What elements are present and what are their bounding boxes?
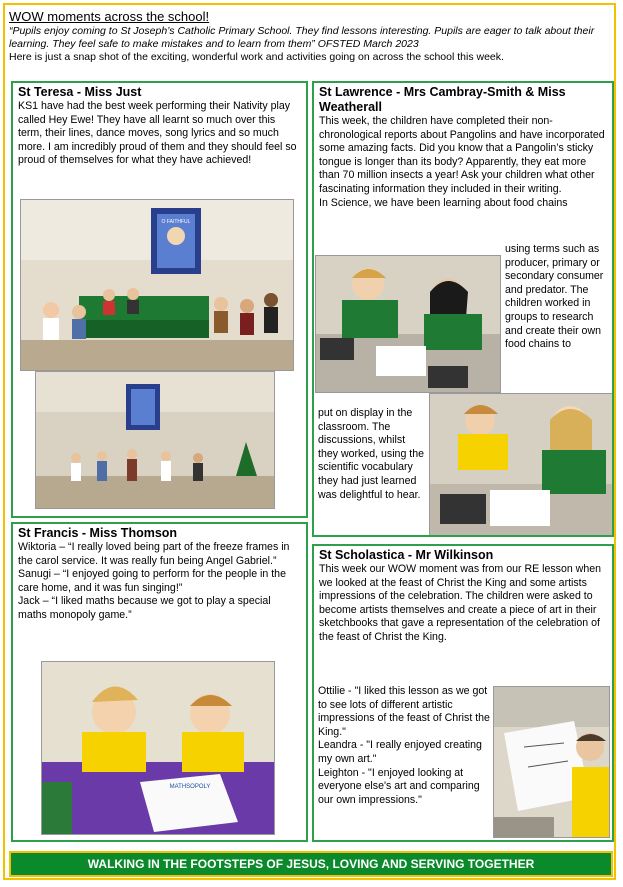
intro-text: Here is just a snap shot of the exciting, wonderful work and activities going on across the school this week. [9, 51, 504, 63]
page-title: WOW moments across the school! [9, 9, 210, 24]
maths-monopoly-photo [41, 661, 275, 835]
section-title: St Francis - Miss Thomson [18, 526, 178, 540]
pupil-quote: Leandra - "I really enjoyed creating my own art." [318, 739, 482, 765]
section-title: St Scholastica - Mr Wilkinson [319, 548, 494, 562]
food-chain-photo-2 [429, 393, 613, 537]
section-title: St Teresa - Miss Just [18, 85, 142, 99]
food-chain-photo-1 [315, 255, 501, 393]
section-text: KS1 have had the best week performing their Nativity play called Hey Ewe! They have all learnt so much over this term, their lines, dance moves, song lyrics and so much more. I am incredibly proud of them and they should feel so proud of themselves for what they have achieved! [18, 100, 297, 167]
section-text-wrap: using terms such as producer, primary or secondary consumer and predator. The children worked in groups to research and create their own food chains to [505, 243, 604, 351]
nativity-stage-photo [20, 199, 294, 371]
sketchbook-art-photo [493, 686, 610, 838]
pupil-quote: Ottilie - "I liked this lesson as we got to see lots of different artistic impressions of the feast of Christ the King." [318, 685, 490, 738]
pupil-quote: Leighton - "I enjoyed looking at everyone else's art and comparing our own impressions." [318, 766, 480, 806]
section-text: This week, the children have completed their non-chronological reports about Pangolins and have incorporated some amazing facts. Did you know that a Pangolin’s sticky tongue is longer than its body? Apparently, they eat more than 70 million insects a year! Ask your children what other fascinating information they included in their writing. [319, 115, 605, 195]
ofsted-quote: “Pupils enjoy coming to St Joseph’s Catholic Primary School. They find lessons interesting. Pupils are eager to talk about their learning. They feel safe to make mistakes and to learn from them” OFSTED March 2023 [9, 25, 595, 50]
nativity-hall-photo [35, 371, 275, 509]
board-text: MATHSOPOLY [169, 784, 211, 790]
section-st-scholastica [312, 544, 614, 842]
pupil-quote: Wiktoria – “I really loved being part of the freeze frames in the carol service. It was really fun being Angel Gabriel.” [18, 541, 290, 567]
section-st-lawrence [312, 81, 614, 537]
banner-text: O FAITHFUL [161, 219, 191, 225]
section-text-continued: In Science, we have been learning about food chains [319, 196, 568, 209]
pupil-quotes [318, 685, 490, 807]
section-text-end: put on display in the classroom. The discussions, whilst they worked, using the scientific vocabulary they had just learned was delightful to hear. [318, 407, 424, 501]
section-st-teresa [11, 81, 308, 518]
section-title: St Lawrence - Mrs Cambray-Smith & Miss Weatherall [319, 85, 566, 114]
section-text: This week our WOW moment was from our RE lesson when we looked at the feast of Christ the King and some artists impressions of the celebration. The children were asked to become artists themselves and create a piece of art in their sketchbooks that gave a representation of the celebration of the feast of Christ the King. [319, 563, 601, 643]
section-st-francis [11, 522, 308, 842]
newsletter-header [9, 9, 613, 64]
pupil-quote: Sanugi – “I enjoyed going to perform for the people in the care home, and it was fun singing!” [18, 568, 286, 594]
pupil-quote: Jack – “I liked maths because we got to play a special maths monopoly game.” [18, 595, 271, 621]
footer-banner: WALKING IN THE FOOTSTEPS OF JESUS, LOVING AND SERVING TOGETHER [9, 851, 613, 877]
